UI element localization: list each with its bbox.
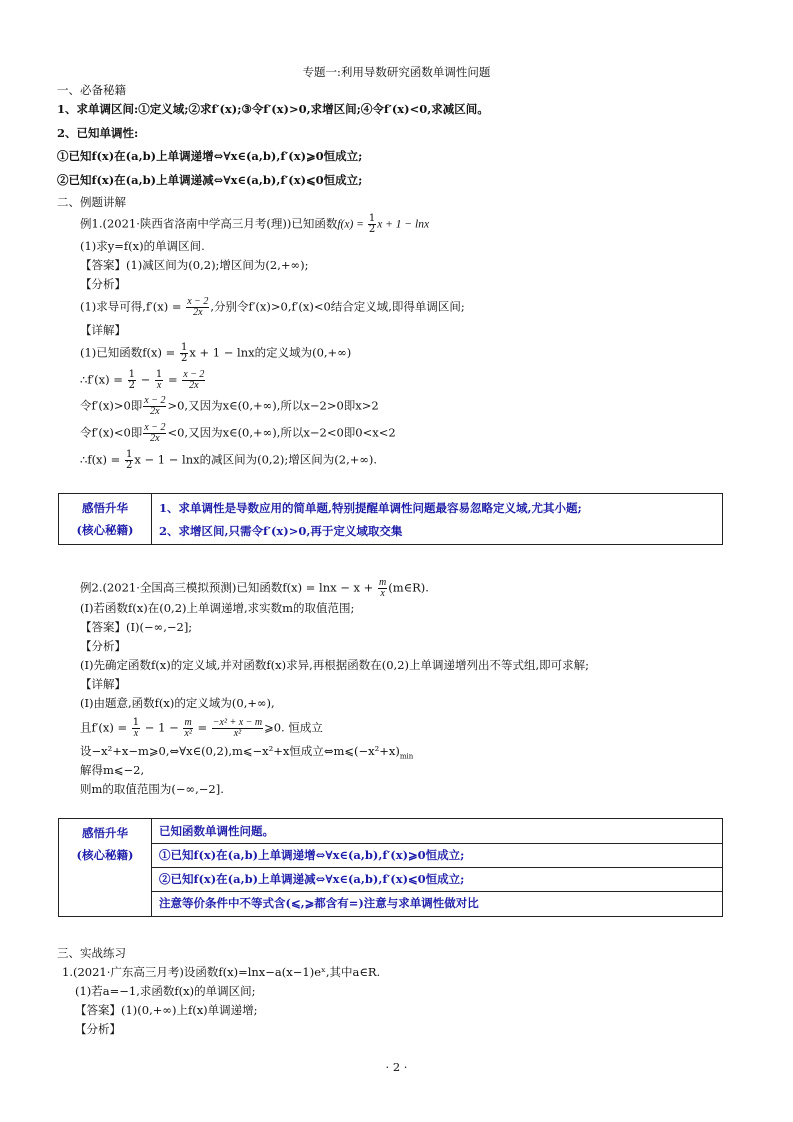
ex1-detail-4: 令f′(x)<0即 $\frac{x - 2}{2x}$ <0,又因为x∈(0,+∞),所以x−2<0即0<x<2 (80, 422, 396, 444)
ex1-detail-3: 令f′(x)>0即 $\frac{x - 2}{2x}$ >0,又因为x∈(0,+∞),所以x−2>0即x>2 (80, 395, 379, 417)
ex2-subquestion: (Ⅰ)若函数f(x)在(0,2)上单调递增,求实数m的取值范围; (80, 601, 355, 615)
ex1-detail-label: 【详解】 (80, 323, 126, 337)
method-line-4: ②已知f(x)在(a,b)上单调递减⇔∀x∈(a,b),f′(x)⩽0恒成立; (57, 173, 363, 187)
insight-box-1-line-1: 1、求单调性是导数应用的简单题,特别提醒单调性问题最容易忽略定义域,尤其小题; (159, 501, 582, 515)
method-line-3: ①已知f(x)在(a,b)上单调递增⇔∀x∈(a,b),f′(x)⩾0恒成立; (57, 149, 363, 163)
ex1-subquestion: (1)求y=f(x)的单调区间. (80, 239, 205, 253)
ex1-detail-2: ∴f′(x) = $\frac{1}{2}$ − $\frac{1}{x}$ = $\frac{x - 2}{2x}$ (80, 369, 205, 391)
practice-subquestion-1: (1)若a=−1,求函数f(x)的单调区间; (75, 984, 256, 998)
ex2-detail-5: 则m的取值范围为(−∞,−2]. (80, 782, 224, 796)
insight-box-1-line-2: 2、求增区间,只需令f′(x)>0,再于定义域取交集 (159, 524, 403, 538)
practice-analysis-label: 【分析】 (75, 1022, 121, 1036)
ex2-detail-3: 设−x²+x−m⩾0,⇔∀x∈(0,2),m⩽−x²+x恒成立$\Leftrightarrow m⩽(-x^2+x)_{min}$ (80, 744, 414, 761)
insight-box-2 (58, 818, 723, 917)
practice-answer-1: 【答案】(1)(0,+∞)上f(x)单调递增; (75, 1003, 258, 1017)
ex2-detail-1: (Ⅰ)由题意,函数f(x)的定义域为(0,+∞), (80, 696, 275, 710)
ex1-question: 例1.(2021·陕西省洛南中学高三月考(理))已知函数f(x) = $\frac{1}{2}$ x + 1 − lnx (80, 213, 430, 235)
insight-box-2-line-1: 已知函数单调性问题。 (159, 824, 274, 838)
ex1-analysis: (1)求导可得,f′(x) = $\frac{x - 2}{2x}$ ,分别令f′(x)>0,f′(x)<0结合定义域,即得单调区间; (80, 296, 465, 318)
page-number: · 2 · (385, 1060, 408, 1074)
ex1-detail-1: (1)已知函数f(x) = $\frac{1}{2}$ x + 1 − lnx的定义域为(0,+∞) (80, 342, 352, 364)
practice-problem-1: 1.(2021·广东高三月考)设函数f(x)=lnx−a(x−1)eˣ,其中a∈R. (62, 965, 381, 979)
insight-box-1-subtitle: (核心秘籍) (76, 523, 134, 537)
insight-box-2-line-4: 注意等价条件中不等式含(⩽,⩾都含有=)注意与求单调性做对比 (159, 896, 479, 910)
ex2-answer: 【答案】(Ⅰ)(−∞,−2]; (80, 620, 193, 634)
method-line-1: 1、求单调区间:①定义域;②求f′(x);③令f′(x)>0,求增区间;④令f′(x)<0,求减区间。 (57, 102, 489, 116)
ex1-detail-5: ∴f(x) = $\frac{1}{2}$ x − 1 − lnx的减区间为(0,2);增区间为(2,+∞). (80, 449, 378, 471)
page-title: 专题一:利用导数研究函数单调性问题 (302, 65, 491, 79)
insight-box-2-title: 感悟升华 (82, 826, 128, 840)
ex2-detail-2: 且f′(x) = $\frac{1}{x}$ − 1 − $\frac{m}{\text{x²}}$ = $\frac{\text{−x² + x − m}}{\text{x²}}$ ⩾0. 恒成立 (80, 717, 323, 739)
method-line-2: 2、已知单调性: (57, 126, 139, 140)
ex1-answer: 【答案】(1)减区间为(0,2);增区间为(2,+∞); (80, 258, 309, 272)
ex2-detail-4: 解得m⩽−2, (80, 763, 145, 777)
ex2-analysis-label: 【分析】 (80, 639, 126, 653)
section-heading-1: 一、必备秘籍 (57, 83, 126, 97)
insight-box-2-line-2: ①已知f(x)在(a,b)上单调递增⇔∀x∈(a,b),f′(x)⩾0恒成立; (159, 848, 465, 862)
ex1-analysis-label: 【分析】 (80, 277, 126, 291)
ex2-detail-label: 【详解】 (80, 677, 126, 691)
insight-box-1 (58, 493, 723, 545)
section-heading-3: 三、实战练习 (57, 946, 126, 960)
insight-box-1-title: 感悟升华 (82, 501, 128, 515)
ex2-analysis: (Ⅰ)先确定函数f(x)的定义域,并对函数f(x)求异,再根据函数在(0,2)上单调递增列出不等式组,即可求解; (80, 658, 590, 672)
ex2-question: 例2.(2021·全国高三模拟预测)已知函数f(x) = lnx − x + $\frac{m}{x}$ (m∈R). (80, 577, 429, 599)
section-heading-2: 二、例题讲解 (57, 195, 126, 209)
insight-box-2-line-3: ②已知f(x)在(a,b)上单调递减⇔∀x∈(a,b),f′(x)⩽0恒成立; (159, 872, 465, 886)
insight-box-2-subtitle: (核心秘籍) (76, 848, 134, 862)
